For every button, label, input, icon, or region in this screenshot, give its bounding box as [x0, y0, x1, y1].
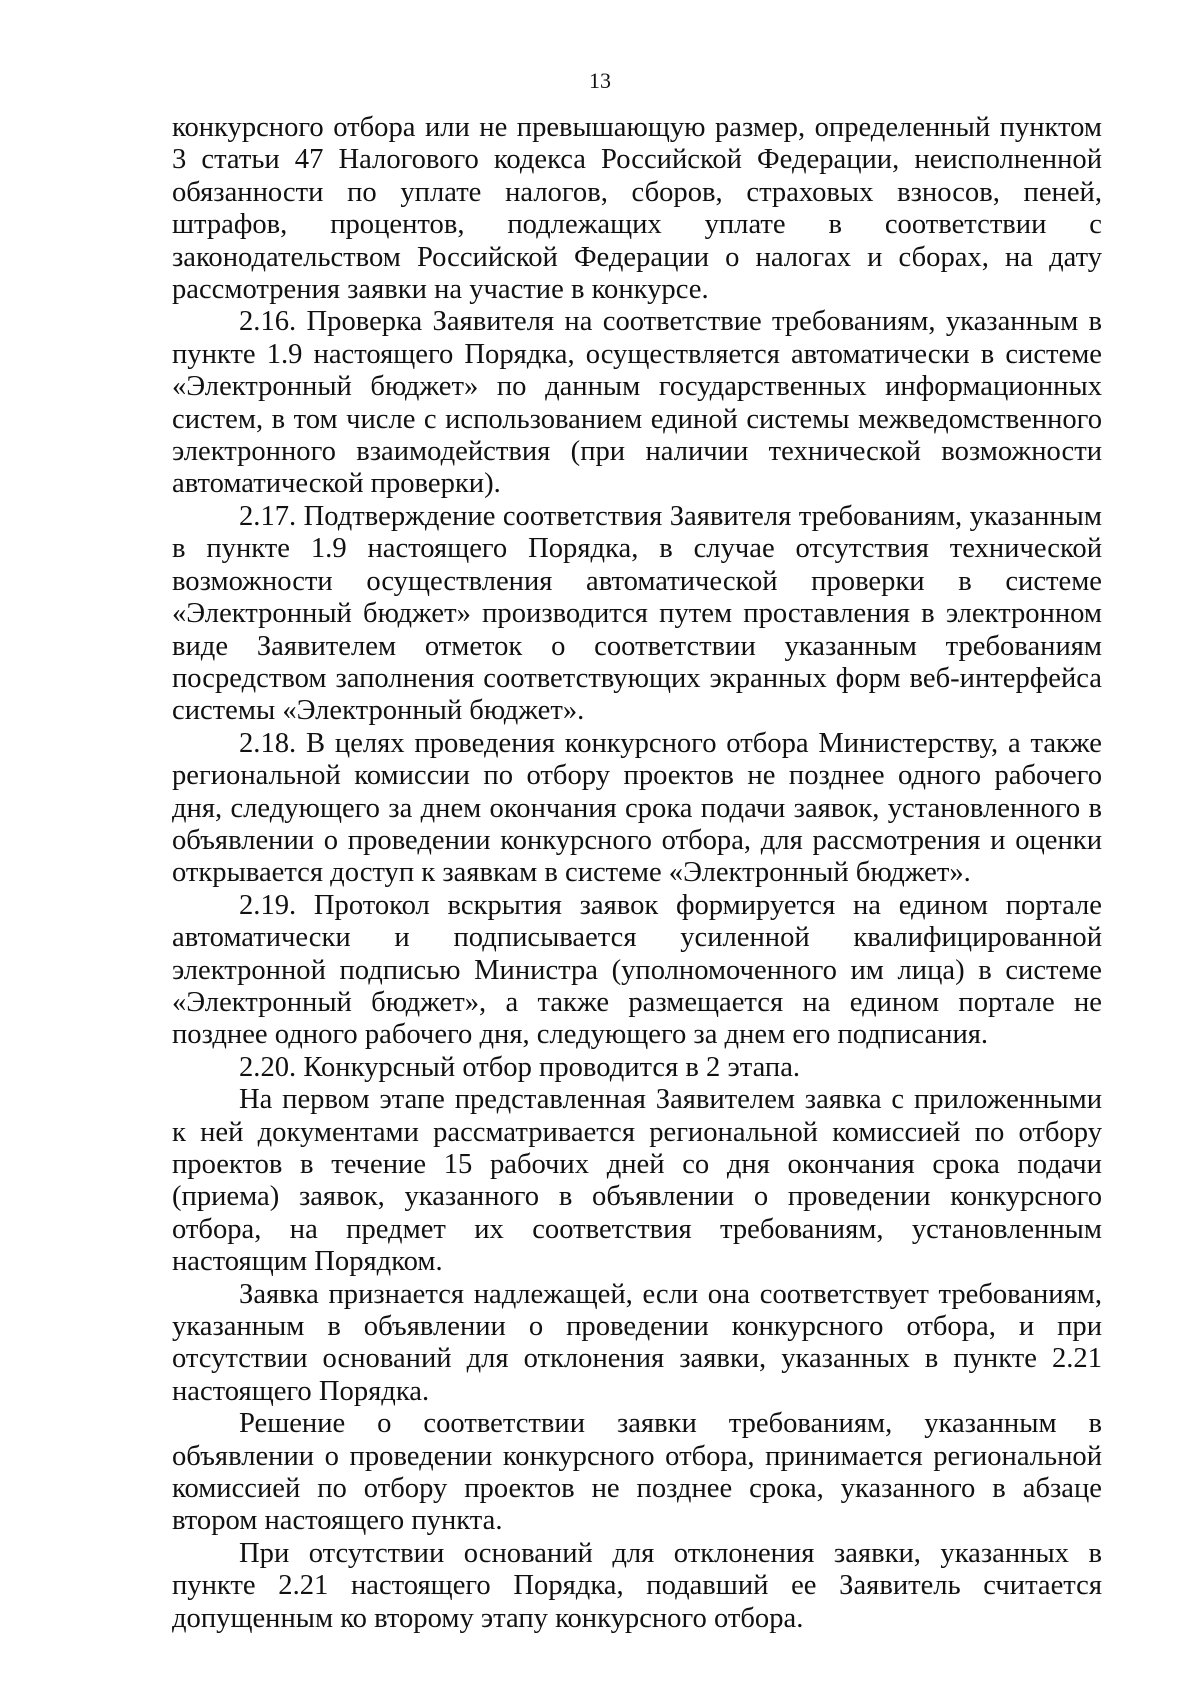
paragraph-2-17: 2.17. Подтверждение соответствия Заявителя требованиям, указанным в пункте 1.9 настоящего Порядка, в случае отсутствия технической возможности осуществления автоматической проверки в системе «Электронный бюджет» производится путем проставления в электронном виде Заявителем отметок о соответствии указанным требованиям посредством заполнения соответствующих экранных форм веб-интерфейса системы «Электронный бюджет».	[172, 500, 1102, 727]
paragraph-first-stage: На первом этапе представленная Заявителем заявка с приложенными к ней документами рассматривается региональной комиссией по отбору проектов в течение 15 рабочих дней со дня окончания срока подачи (приема) заявок, указанного в объявлении о проведении конкурсного отбора, на предмет их соответствия требованиям, установленным настоящим Порядком.	[172, 1084, 1102, 1278]
paragraph-2-18: 2.18. В целях проведения конкурсного отбора Министерству, а также региональной комиссии по отбору проектов не позднее одного рабочего дня, следующего за днем окончания срока подачи заявок, установленного в объявлении о проведении конкурсного отбора, для рассмотрения и оценки открывается доступ к заявкам в системе «Электронный бюджет».	[172, 727, 1102, 889]
paragraph-2-16: 2.16. Проверка Заявителя на соответствие требованиям, указанным в пункте 1.9 настоящего Порядка, осуществляется автоматически в системе «Электронный бюджет» по данным государственных информационных систем, в том числе с использованием единой системы межведомственного электронного взаимодействия (при наличии технической возможности автоматической проверки).	[172, 306, 1102, 500]
paragraph-compliance-decision: Решение о соответствии заявки требованиям, указанным в объявлении о проведении конкурсного отбора, принимается региональной комиссией по отбору проектов не позднее срока, указанного в абзаце втором настоящего пункта.	[172, 1408, 1102, 1537]
paragraph-admission-second-stage: При отсутствии оснований для отклонения заявки, указанных в пункте 2.21 настоящего Порядка, подавший ее Заявитель считается допущенным ко второму этапу конкурсного отбора.	[172, 1537, 1102, 1634]
paragraph-proper-application: Заявка признается надлежащей, если она соответствует требованиям, указанным в объявлении о проведении конкурсного отбора, и при отсутствии оснований для отклонения заявки, указанных в пункте 2.21 настоящего Порядка.	[172, 1278, 1102, 1407]
document-body	[172, 112, 1102, 1635]
paragraph-1: конкурсного отбора или не превышающую размер, определенный пунктом 3 статьи 47 Налогового кодекса Российской Федерации, неисполненной обязанности по уплате налогов, сборов, страховых взносов, пеней, штрафов, процентов, подлежащих уплате в соответствии с законодательством Российской Федерации о налогах и сборах, на дату рассмотрения заявки на участие в конкурсе.	[172, 112, 1102, 306]
paragraph-2-20: 2.20. Конкурсный отбор проводится в 2 этапа.	[239, 1051, 801, 1083]
paragraph-2-19: 2.19. Протокол вскрытия заявок формируется на едином портале автоматически и подписывается усиленной квалифицированной электронной подписью Министра (уполномоченного им лица) в системе «Электронный бюджет», а также размещается на едином портале не позднее одного рабочего дня, следующего за днем его подписания.	[172, 889, 1102, 1051]
page-number: 13	[589, 68, 611, 93]
